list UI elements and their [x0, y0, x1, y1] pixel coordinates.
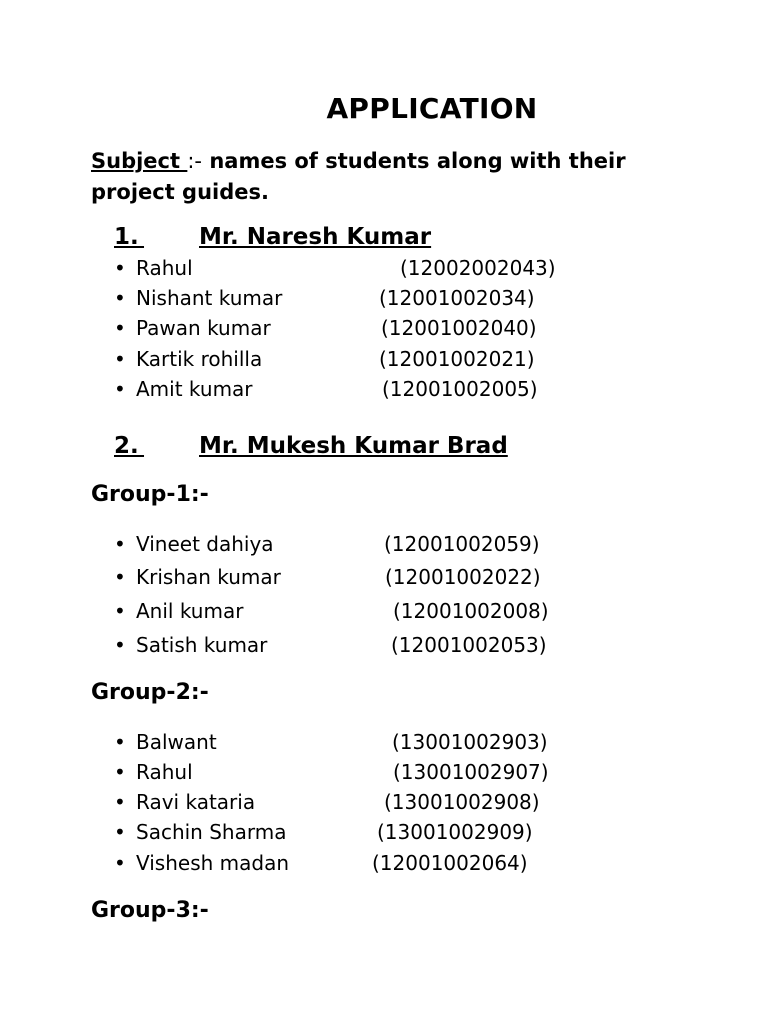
student-roll: (12001002059) [384, 532, 540, 556]
guide-1-name: Mr. Naresh Kumar [199, 224, 432, 250]
subject-label: Subject [91, 149, 188, 173]
student-roll: (12001002005) [382, 377, 538, 401]
subject-line [91, 146, 691, 208]
guide-1-number: 1. [114, 224, 139, 250]
student-name: Vishesh madan [136, 851, 290, 875]
student-name: Vineet dahiya [136, 532, 274, 556]
guide-2-name: Mr. Mukesh Kumar Brad [199, 433, 508, 459]
bullet-icon: • [114, 790, 126, 814]
student-roll: (12001002064) [372, 851, 528, 875]
student-name: Balwant [136, 730, 217, 754]
student-roll: (12001002040) [381, 316, 537, 340]
student-roll: (13001002909) [377, 820, 533, 844]
group-2-label: Group-2:- [91, 680, 209, 705]
student-name: Anil kumar [136, 599, 244, 623]
bullet-icon: • [114, 565, 126, 589]
guide-1-underline-gap [136, 224, 182, 250]
bullet-icon: • [114, 851, 126, 875]
guide-2-underline-gap [136, 433, 182, 459]
student-name: Krishan kumar [136, 565, 281, 589]
guide-2-number: 2. [114, 433, 139, 459]
student-roll: (13001002908) [384, 790, 540, 814]
bullet-icon: • [114, 316, 126, 340]
student-roll: (12001002008) [393, 599, 549, 623]
bullet-icon: • [114, 256, 126, 280]
student-roll: (12001002034) [379, 286, 535, 310]
group-1-label: Group-1:- [91, 482, 209, 507]
student-name: Sachin Sharma [136, 820, 287, 844]
bullet-icon: • [114, 286, 126, 310]
subject-text: names of students along with their project guides. [91, 149, 626, 204]
student-roll: (12001002053) [391, 633, 547, 657]
student-name: Rahul [136, 760, 193, 784]
page-title: APPLICATION [326, 92, 538, 125]
bullet-icon: • [114, 730, 126, 754]
student-roll: (13001002907) [393, 760, 549, 784]
bullet-icon: • [114, 760, 126, 784]
subject-separator: :- [187, 149, 203, 173]
student-roll: (13001002903) [392, 730, 548, 754]
student-name: Nishant kumar [136, 286, 283, 310]
student-roll: (12002002043) [400, 256, 556, 280]
student-name: Satish kumar [136, 633, 268, 657]
student-name: Kartik rohilla [136, 347, 263, 371]
bullet-icon: • [114, 599, 126, 623]
bullet-icon: • [114, 377, 126, 401]
bullet-icon: • [114, 532, 126, 556]
student-name: Rahul [136, 256, 193, 280]
bullet-icon: • [114, 820, 126, 844]
student-name: Pawan kumar [136, 316, 271, 340]
bullet-icon: • [114, 347, 126, 371]
bullet-icon: • [114, 633, 126, 657]
student-roll: (12001002021) [379, 347, 535, 371]
group-3-label: Group-3:- [91, 898, 209, 923]
student-name: Amit kumar [136, 377, 253, 401]
student-roll: (12001002022) [385, 565, 541, 589]
student-name: Ravi kataria [136, 790, 256, 814]
